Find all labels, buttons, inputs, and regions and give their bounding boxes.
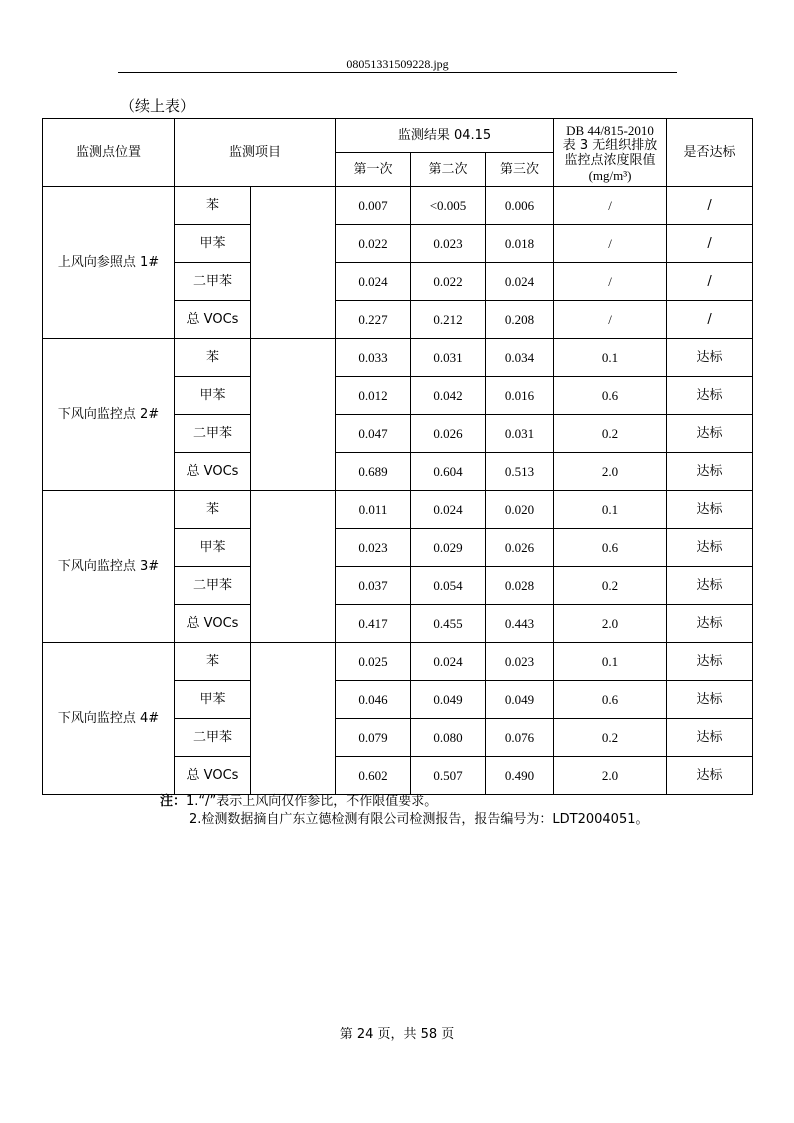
result-first-cell: 0.033 [336, 339, 411, 377]
result-first-cell: 0.047 [336, 415, 411, 453]
pollutant-cell: 甲苯 [175, 377, 251, 415]
limit-cell: 2.0 [554, 453, 667, 491]
table-row [43, 643, 753, 681]
limit-cell: 0.1 [554, 491, 667, 529]
result-third-cell: 0.020 [486, 491, 554, 529]
table-row [43, 187, 753, 225]
pollutant-cell: 二甲苯 [175, 415, 251, 453]
limit-cell: 0.1 [554, 643, 667, 681]
compliance-cell: 达标 [667, 605, 753, 643]
result-second-cell: 0.049 [411, 681, 486, 719]
limit-cell: 0.6 [554, 681, 667, 719]
result-first-cell: 0.024 [336, 263, 411, 301]
result-second-cell: 0.026 [411, 415, 486, 453]
result-third-cell: 0.006 [486, 187, 554, 225]
note-line-1 [160, 793, 649, 811]
limit-cell: 0.6 [554, 529, 667, 567]
result-third-cell: 0.208 [486, 301, 554, 339]
pollutant-cell: 总 VOCs [175, 453, 251, 491]
result-second-cell: 0.507 [411, 757, 486, 795]
result-second-cell: 0.042 [411, 377, 486, 415]
result-first-cell: 0.227 [336, 301, 411, 339]
compliance-cell: 达标 [667, 757, 753, 795]
result-third-cell: 0.016 [486, 377, 554, 415]
limit-cell: 2.0 [554, 605, 667, 643]
result-first-cell: 0.602 [336, 757, 411, 795]
compliance-cell: 达标 [667, 377, 753, 415]
note-label: 注： [160, 794, 187, 809]
result-third-cell: 0.513 [486, 453, 554, 491]
compliance-cell: / [667, 225, 753, 263]
limit-cell: / [554, 187, 667, 225]
metric-cell [251, 187, 336, 339]
result-third-cell: 0.490 [486, 757, 554, 795]
result-third-cell: 0.018 [486, 225, 554, 263]
compliance-cell: 达标 [667, 491, 753, 529]
pollutant-cell: 甲苯 [175, 529, 251, 567]
result-third-cell: 0.076 [486, 719, 554, 757]
result-third-cell: 0.443 [486, 605, 554, 643]
metric-cell [251, 643, 336, 795]
result-third-cell: 0.024 [486, 263, 554, 301]
compliance-cell: 达标 [667, 719, 753, 757]
compliance-cell: / [667, 187, 753, 225]
result-third-cell: 0.026 [486, 529, 554, 567]
table-row [43, 339, 753, 377]
pollutant-cell: 甲苯 [175, 681, 251, 719]
limit-cell: 0.2 [554, 719, 667, 757]
result-first-cell: 0.417 [336, 605, 411, 643]
limit-cell: 0.2 [554, 567, 667, 605]
compliance-cell: 达标 [667, 529, 753, 567]
result-third-cell: 0.031 [486, 415, 554, 453]
note-text-1: 1.“/”表示上风向仅作参比，不作限值要求。 [186, 794, 438, 809]
result-second-cell: 0.029 [411, 529, 486, 567]
result-first-cell: 0.046 [336, 681, 411, 719]
location-cell: 下风向监控点 2# [43, 339, 175, 491]
pollutant-cell: 总 VOCs [175, 605, 251, 643]
page-footer: 第 24 页，共 58 页 [339, 1027, 455, 1042]
result-first-cell: 0.037 [336, 567, 411, 605]
result-first-cell: 0.022 [336, 225, 411, 263]
location-cell: 上风向参照点 1# [43, 187, 175, 339]
limit-cell: / [554, 301, 667, 339]
limit-cell: 0.2 [554, 415, 667, 453]
header-compliance: 是否达标 [667, 119, 753, 187]
compliance-cell: 达标 [667, 339, 753, 377]
result-third-cell: 0.034 [486, 339, 554, 377]
pollutant-cell: 甲苯 [175, 225, 251, 263]
result-third-cell: 0.028 [486, 567, 554, 605]
compliance-cell: 达标 [667, 643, 753, 681]
result-second-cell: 0.080 [411, 719, 486, 757]
limit-cell: / [554, 225, 667, 263]
header-standard-line1: DB 44/815-2010 [566, 122, 654, 138]
limit-cell: 0.6 [554, 377, 667, 415]
result-second-cell: <0.005 [411, 187, 486, 225]
header-first: 第一次 [336, 153, 411, 187]
result-second-cell: 0.604 [411, 453, 486, 491]
pollutant-cell: 二甲苯 [175, 719, 251, 757]
result-second-cell: 0.022 [411, 263, 486, 301]
continued-label: （续上表） [120, 97, 196, 115]
header-results-group: 监测结果 04.15 [336, 119, 554, 153]
pollutant-cell: 二甲苯 [175, 263, 251, 301]
result-second-cell: 0.024 [411, 643, 486, 681]
table-row [43, 491, 753, 529]
result-third-cell: 0.049 [486, 681, 554, 719]
header-second: 第二次 [411, 153, 486, 187]
result-second-cell: 0.023 [411, 225, 486, 263]
pollutant-cell: 苯 [175, 643, 251, 681]
pollutant-cell: 苯 [175, 187, 251, 225]
header-standard-line3: 监控点浓度限值 [564, 152, 656, 168]
compliance-cell: 达标 [667, 415, 753, 453]
note-line-2: 2.检测数据摘自广东立德检测有限公司检测报告，报告编号为：LDT2004051。 [189, 812, 649, 827]
limit-cell: / [554, 263, 667, 301]
pollutant-cell: 总 VOCs [175, 301, 251, 339]
location-cell: 下风向监控点 4# [43, 643, 175, 795]
header-standard-limit [554, 119, 667, 187]
limit-cell: 2.0 [554, 757, 667, 795]
result-third-cell: 0.023 [486, 643, 554, 681]
limit-cell: 0.1 [554, 339, 667, 377]
header-location: 监测点位置 [43, 119, 175, 187]
metric-cell [251, 339, 336, 491]
file-name-header: 08051331509228.jpg [346, 57, 449, 71]
location-cell: 下风向监控点 3# [43, 491, 175, 643]
pollutant-cell: 二甲苯 [175, 567, 251, 605]
compliance-cell: 达标 [667, 567, 753, 605]
compliance-cell: 达标 [667, 681, 753, 719]
metric-cell [251, 491, 336, 643]
header-rule [118, 72, 677, 73]
result-second-cell: 0.031 [411, 339, 486, 377]
header-standard-line4: (mg/m³) [588, 167, 632, 183]
result-second-cell: 0.054 [411, 567, 486, 605]
notes [160, 793, 649, 829]
result-first-cell: 0.007 [336, 187, 411, 225]
header-standard-line2: 表 3 无组织排放 [562, 137, 658, 153]
header-item: 监测项目 [175, 119, 336, 187]
compliance-cell: / [667, 263, 753, 301]
compliance-cell: / [667, 301, 753, 339]
compliance-cell: 达标 [667, 453, 753, 491]
pollutant-cell: 苯 [175, 339, 251, 377]
pollutant-cell: 苯 [175, 491, 251, 529]
result-first-cell: 0.011 [336, 491, 411, 529]
header-third: 第三次 [486, 153, 554, 187]
result-first-cell: 0.079 [336, 719, 411, 757]
result-second-cell: 0.024 [411, 491, 486, 529]
result-first-cell: 0.023 [336, 529, 411, 567]
result-second-cell: 0.455 [411, 605, 486, 643]
result-first-cell: 0.012 [336, 377, 411, 415]
result-first-cell: 0.025 [336, 643, 411, 681]
result-first-cell: 0.689 [336, 453, 411, 491]
monitoring-results-table [42, 118, 753, 795]
pollutant-cell: 总 VOCs [175, 757, 251, 795]
result-second-cell: 0.212 [411, 301, 486, 339]
